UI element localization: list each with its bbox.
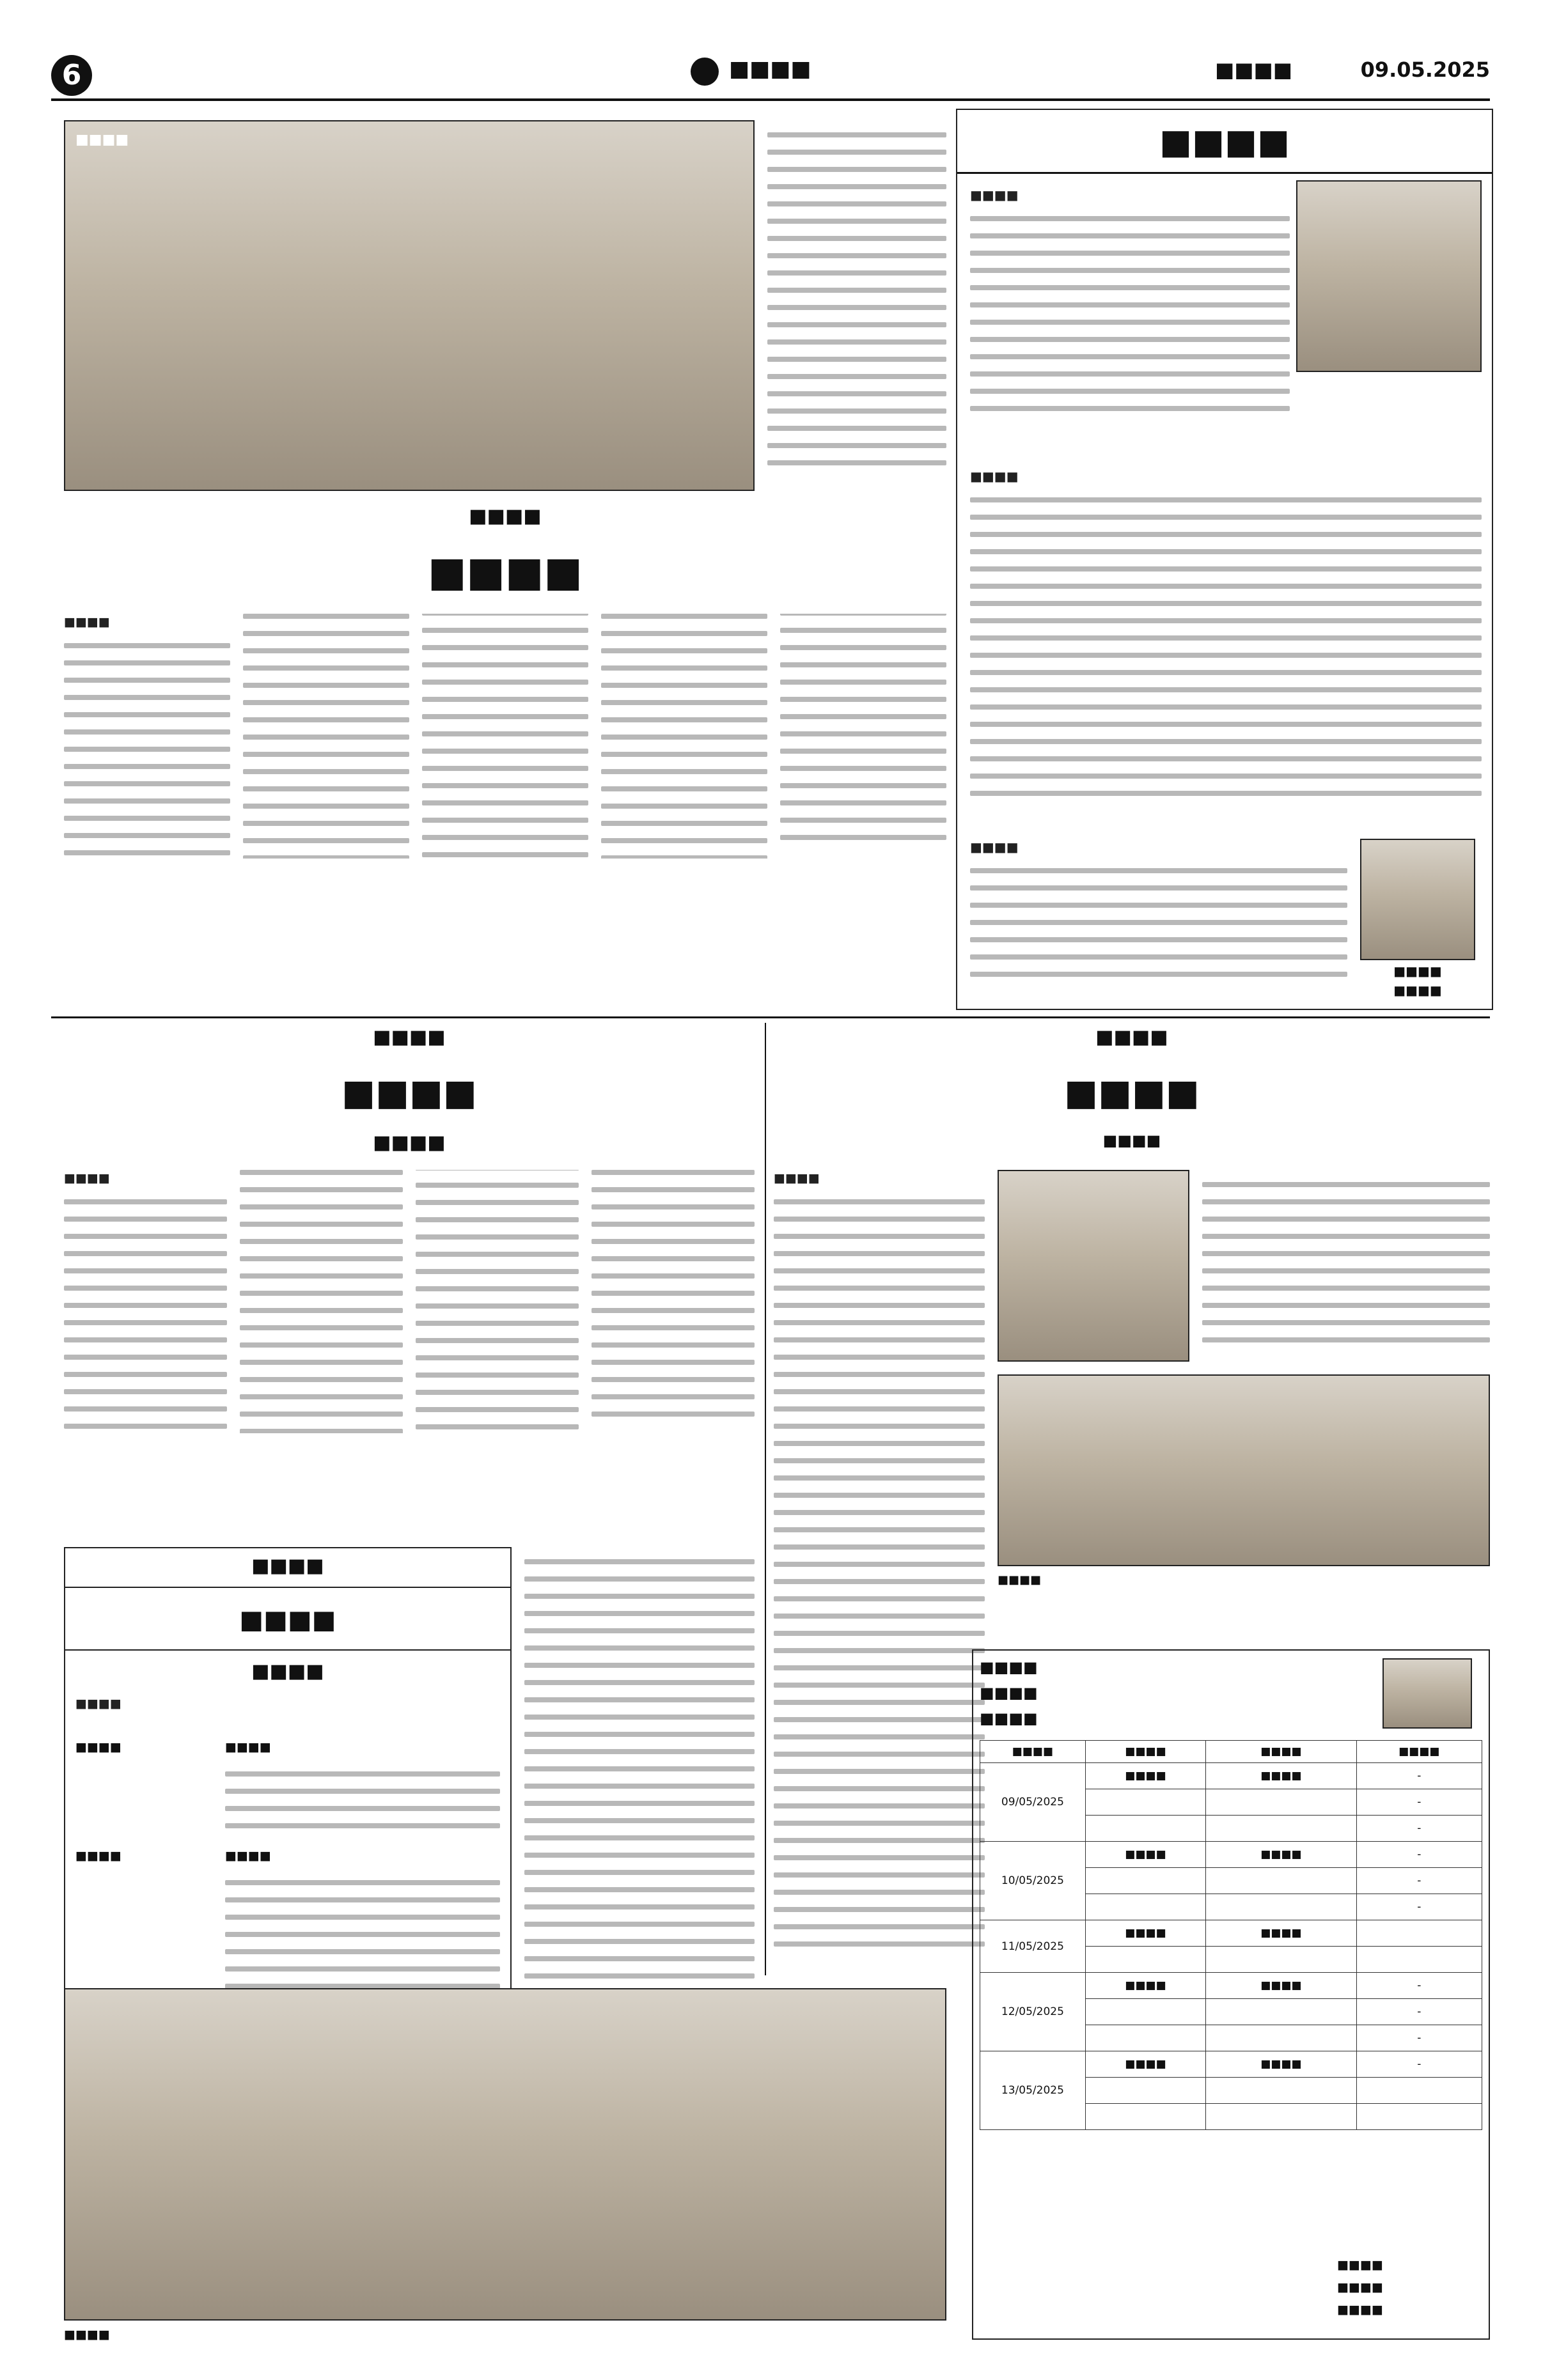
schedule-row-5-speaker: ■■■■ [1206, 2051, 1357, 2078]
tribute-poem [970, 187, 1290, 455]
story1-headline: ■■■■ [428, 548, 583, 596]
table-cell: - [1356, 1816, 1482, 1842]
table-cell: - [1356, 1894, 1482, 1920]
schedule-col-date: ■■■■ [980, 1741, 1086, 1763]
table-cell [1206, 1816, 1357, 1842]
tribute-portrait [1296, 180, 1482, 372]
story3-subhead: ■■■■ [1102, 1132, 1161, 1149]
story3-headline: ■■■■ [1064, 1072, 1200, 1114]
schedule-row-2-place: ■■■■ [1085, 1842, 1205, 1868]
notice-row-2-label: ■■■■ [75, 1849, 121, 1863]
table-row [980, 2051, 1482, 2078]
schedule-row-4-date: 12/05/2025 [980, 1973, 1086, 2051]
table-cell: - [1356, 2025, 1482, 2051]
story3-body-text: ■■■■ [774, 1171, 820, 1185]
schedule-row-3-place: ■■■■ [1085, 1920, 1205, 1947]
table-cell [1206, 1868, 1357, 1894]
table-cell: - [1356, 1973, 1482, 1999]
table-cell [1356, 1920, 1482, 1947]
story1-body-text: ■■■■ [64, 615, 110, 629]
schedule-title-3: ■■■■ [980, 1709, 1038, 1727]
table-cell [1085, 1947, 1205, 1973]
tribute-poem-line-3: ■■■■ [970, 839, 1019, 855]
masthead-rule [51, 98, 1490, 101]
story1-kicker: ■■■■ [469, 505, 542, 527]
story3-photo-caption: ■■■■ [998, 1573, 1042, 1587]
schedule-row-3-speaker: ■■■■ [1206, 1920, 1357, 1947]
story3-portrait [998, 1170, 1189, 1362]
table-cell: - [1356, 2051, 1482, 2078]
table-cell [1085, 1868, 1205, 1894]
story3-body-col1 [774, 1170, 985, 1975]
table-cell [1206, 1894, 1357, 1920]
table-cell [1356, 1947, 1482, 1973]
table-cell [1085, 1816, 1205, 1842]
schedule-row-3-date: 11/05/2025 [980, 1920, 1086, 1973]
table-cell: - [1356, 1789, 1482, 1816]
table-cell [1356, 2078, 1482, 2104]
notice-headline: ■■■■ [65, 1587, 510, 1651]
column-divider [765, 1023, 766, 1975]
schedule-title-2: ■■■■ [980, 1684, 1038, 1702]
table-cell [1206, 1999, 1357, 2025]
notice-row-1-lines [225, 1759, 500, 1836]
schedule-header-row [980, 1741, 1482, 1763]
page-number: 6 [61, 59, 82, 91]
poet-caption-2: ■■■■ [1393, 983, 1442, 998]
notice-kicker: ■■■■ [251, 1555, 324, 1577]
bottom-photo [64, 1988, 946, 2321]
story1-photo-side-text [767, 120, 946, 491]
section-rule-1 [51, 1016, 1490, 1018]
story1-body [64, 614, 946, 997]
notice-subhead: ■■■■ [251, 1660, 324, 1683]
story3-kicker: ■■■■ [1095, 1026, 1168, 1048]
poet-caption-1: ■■■■ [1393, 963, 1442, 979]
schedule-row-4-speaker: ■■■■ [1206, 1973, 1357, 1999]
table-cell [1085, 1789, 1205, 1816]
tribute-box [956, 109, 1493, 1010]
table-cell: - [1356, 1763, 1482, 1789]
schedule-row-2-date: 10/05/2025 [980, 1842, 1086, 1920]
schedule-row-1-date: 09/05/2025 [980, 1763, 1086, 1842]
table-row [980, 1763, 1482, 1789]
story1-photo [64, 120, 755, 491]
masthead [51, 50, 1490, 98]
story2-headline: ■■■■ [341, 1072, 477, 1114]
schedule-row-1-place: ■■■■ [1085, 1763, 1205, 1789]
tribute-poem-line-1: ■■■■ [970, 187, 1019, 203]
schedule-title-1: ■■■■ [980, 1658, 1038, 1676]
story3-body-col3 [1202, 1170, 1490, 1362]
schedule-row-5-date: 13/05/2025 [980, 2051, 1086, 2130]
schedule-col-second-speaker: ■■■■ [1356, 1741, 1482, 1763]
table-row [980, 1920, 1482, 1947]
edition-city: ■■■■ [1215, 58, 1292, 82]
table-cell: - [1356, 1842, 1482, 1868]
table-cell: - [1356, 1999, 1482, 2025]
schedule-signature-2: ■■■■ [1337, 2280, 1383, 2294]
table-cell [1206, 2104, 1357, 2130]
bottom-photo-caption: ■■■■ [64, 2328, 110, 2342]
story1-photo-text: ■■■■ [75, 132, 129, 148]
schedule-table [980, 1740, 1482, 2130]
schedule-row-1-speaker: ■■■■ [1206, 1763, 1357, 1789]
schedule-row-2-speaker: ■■■■ [1206, 1842, 1357, 1868]
tribute-poem-end [970, 839, 1347, 999]
schedule-signature-3: ■■■■ [1337, 2303, 1383, 2317]
tribute-poem-lower [970, 468, 1482, 826]
table-row [980, 1842, 1482, 1868]
schedule-col-place: ■■■■ [1085, 1741, 1205, 1763]
table-cell [1206, 2025, 1357, 2051]
schedule-table-wrap [980, 1740, 1482, 2226]
tribute-title: ■■■■ [957, 110, 1492, 174]
schedule-col-speaker: ■■■■ [1206, 1741, 1357, 1763]
table-cell [1206, 1947, 1357, 1973]
tribute-poem-line-2: ■■■■ [970, 469, 1019, 484]
story2-body [64, 1170, 755, 1534]
schedule-signature-1: ■■■■ [1337, 2258, 1383, 2272]
schedule-row-4-place: ■■■■ [1085, 1973, 1205, 1999]
poet-portrait [1360, 839, 1475, 960]
schedule-portrait [1382, 1658, 1472, 1729]
story2-subhead: ■■■■ [373, 1132, 446, 1154]
notice-row-1-label: ■■■■ [75, 1740, 121, 1754]
table-cell [1085, 2025, 1205, 2051]
table-cell [1206, 1789, 1357, 1816]
table-cell [1085, 2078, 1205, 2104]
notice-row-2-value: ■■■■ [225, 1849, 271, 1863]
notice-intro: ■■■■ [75, 1697, 121, 1711]
schedule-box [972, 1649, 1490, 2340]
story2-kicker: ■■■■ [373, 1026, 446, 1048]
table-cell [1206, 2078, 1357, 2104]
schedule-row-5-place: ■■■■ [1085, 2051, 1205, 2078]
paper-logo-icon [691, 58, 719, 86]
table-cell [1085, 1894, 1205, 1920]
table-row [980, 1973, 1482, 1999]
notice-row-1-value: ■■■■ [225, 1740, 271, 1754]
table-cell: - [1356, 1868, 1482, 1894]
paper-name: ■■■■ [729, 56, 811, 82]
story3-photo [998, 1374, 1490, 1566]
table-cell [1085, 2104, 1205, 2130]
issue-date: 09.05.2025 [1360, 58, 1490, 82]
story2-body-text: ■■■■ [64, 1171, 110, 1185]
table-cell [1085, 1999, 1205, 2025]
table-cell [1356, 2104, 1482, 2130]
